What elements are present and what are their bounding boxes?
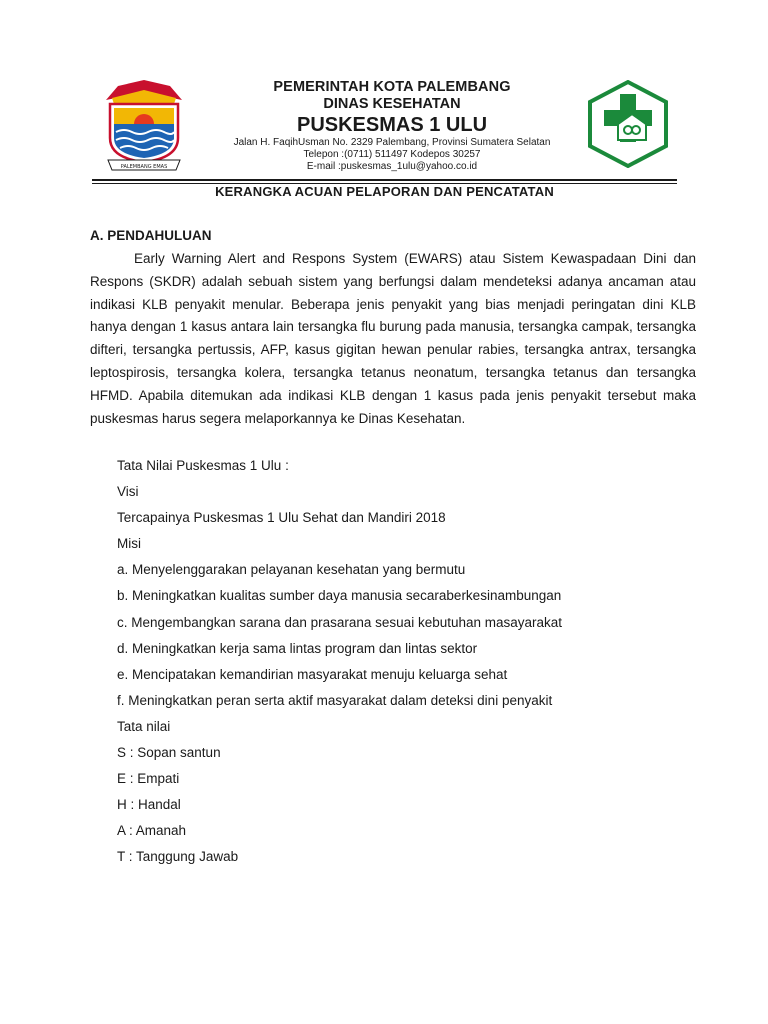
introduction-paragraph: Early Warning Alert and Respons System (EWARS) atau Sistem Kewaspadaan Dini dan Respons (SKDR) adalah sebuah sistem yang berfungsi dalam mendeteksi adanya ancaman atau indikasi KLB penyakit menular. Beberapa jenis penyakit yang bias menjadi peringatan dini KLB hanya dengan 1 kasus antara lain tersangka flu burung pada manusia, tersangka campak, tersangka difteri, tersangka pertussis, AFP, kasus gigitan hewan penular rabies, tersangka antrax, tersangka leptospirosis, tersangka kolera, tersangka tetanus neonatum, tersangka tetanus dan tersangka HFMD. Apabila ditemukan ada indikasi KLB dengan 1 kasus pada jenis penyakit tersebut maka puskesmas harus segera melaporkannya ke Dinas Kesehatan. [90, 251, 696, 426]
government-name: PEMERINTAH KOTA PALEMBANG [273, 79, 511, 95]
list-line: f. Meningkatkan peran serta aktif masyarakat dalam deteksi dini penyakit [117, 692, 553, 708]
institution-name: PUSKESMAS 1 ULU [296, 114, 488, 136]
phone: Telepon :(0711) 511497 Kodepos 30257 [303, 149, 481, 160]
document-title: KERANGKA ACUAN PELAPORAN DAN PENCATATAN [215, 184, 554, 199]
values-list [117, 453, 687, 871]
list-line: e. Mencipatakan kemandirian masyarakat menuju keluarga sehat [117, 666, 508, 682]
list-line: b. Meningkatkan kualitas sumber daya manusia secaraberkesinambungan [117, 588, 562, 604]
list-line: A : Amanah [117, 823, 187, 839]
list-line: Misi [117, 536, 141, 552]
list-line: S : Sopan santun [117, 745, 221, 761]
list-line: c. Mengembangkan sarana dan prasarana sesuai kebutuhan masayarakat [117, 614, 563, 630]
svg-text:PALEMBANG EMAS: PALEMBANG EMAS [120, 164, 168, 170]
letterhead [192, 79, 592, 173]
address: Jalan H. FaqihUsman No. 2329 Palembang, Provinsi Sumatera Selatan [233, 137, 551, 148]
list-line: T : Tanggung Jawab [117, 849, 239, 865]
palembang-city-crest-icon [102, 78, 186, 174]
puskesmas-cross-icon [586, 80, 670, 168]
letterhead-divider [92, 179, 677, 181]
email: E-mail :puskesmas_1ulu@yahoo.co.id [306, 161, 478, 172]
list-line: H : Handal [117, 797, 181, 813]
list-line: Visi [117, 484, 139, 500]
list-line: E : Empati [117, 771, 180, 787]
list-line: a. Menyelenggarakan pelayanan kesehatan yang bermutu [117, 562, 466, 578]
list-line: Tercapainya Puskesmas 1 Ulu Sehat dan Mandiri 2018 [117, 510, 446, 526]
section-heading: A. PENDAHULUAN [90, 228, 212, 243]
list-line: d. Meningkatkan kerja sama lintas program dan lintas sektor [117, 640, 478, 656]
list-line: Tata nilai [117, 718, 171, 734]
department-name: DINAS KESEHATAN [323, 96, 461, 112]
list-line: Tata Nilai Puskesmas 1 Ulu : [117, 458, 289, 473]
